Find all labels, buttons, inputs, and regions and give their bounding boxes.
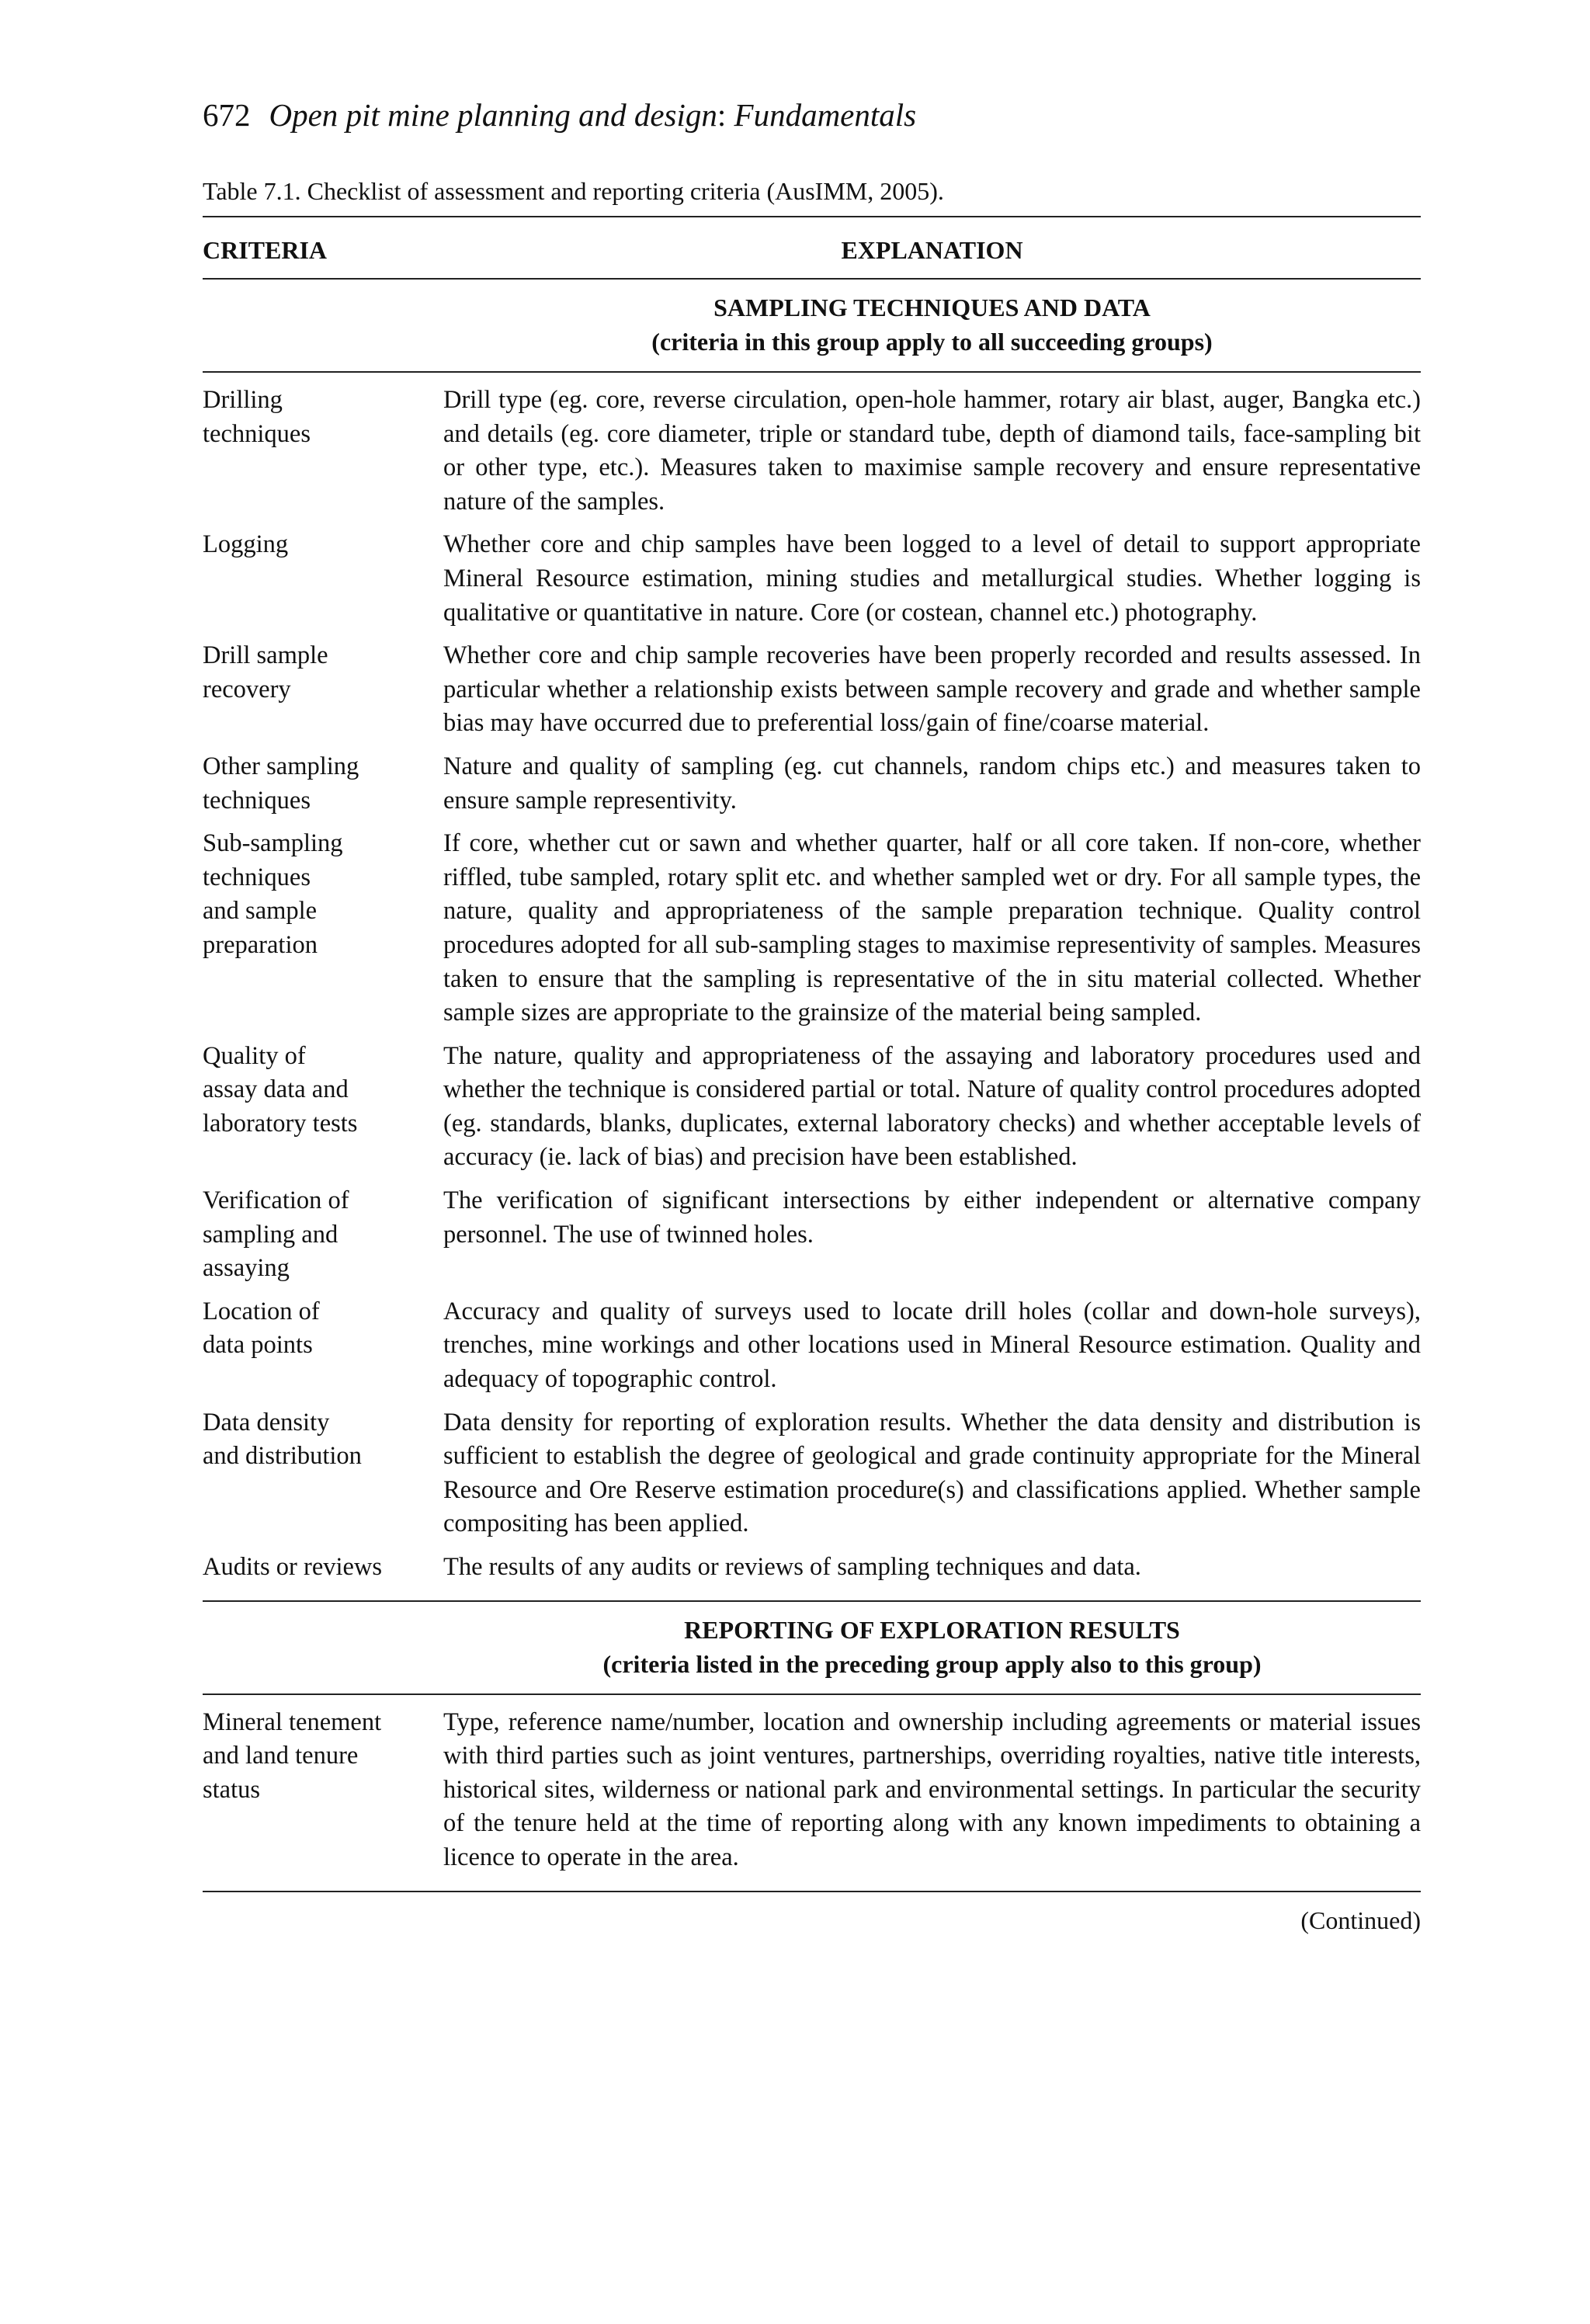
criteria-cell: Audits or reviews: [203, 1553, 383, 1581]
explanation-cell: Accuracy and quality of surveys used to locate drill holes (collar and down-hole surveys), trenches, mine workings and other locations used in Mineral Resource estimation. Quality and adequacy of topographic control.: [443, 1297, 1421, 1394]
explanation-cell: The results of any audits or reviews of sampling techniques and data.: [443, 1553, 1141, 1581]
criteria-cell: Sub-sampling techniques and sample preparation: [203, 829, 343, 959]
book-page: [203, 92, 1421, 1936]
criteria-cell: Verification of sampling and assaying: [203, 1186, 349, 1283]
continued-note: (Continued): [1300, 1905, 1421, 1934]
criteria-cell: Drill sample recovery: [203, 641, 328, 703]
table-row: [203, 1706, 1421, 1875]
criteria-column-header: CRITERIA: [203, 236, 328, 264]
section-rows: [203, 373, 1421, 1600]
section-title: SAMPLING TECHNIQUES AND DATA: [713, 294, 1151, 321]
table-row: [203, 750, 1421, 818]
section-end-rule: [203, 1891, 1421, 1892]
explanation-cell: The nature, quality and appropriateness of the assaying and laboratory procedures used and whether the technique is considered partial or total. Nature of quality control procedures adopted (eg. standards, blanks, duplicates, external laboratory checks) and whether acceptable levels of accuracy (ie. lack of bias) and precision have been established.: [443, 1041, 1421, 1172]
explanation-column-header: EXPLANATION: [841, 236, 1023, 264]
section-subtitle: (criteria in this group apply to all succeeding groups): [651, 328, 1213, 356]
explanation-cell: The verification of significant intersections by either independent or alternative company personnel. The use of twinned holes.: [443, 1186, 1421, 1249]
table-header-row: [203, 217, 1421, 278]
explanation-cell: Whether core and chip samples have been logged to a level of detail to support appropriate Mineral Resource estimation, mining studies and metallurgical studies. Whether logging is qualitative or quantitative in nature. Core (or costean, channel etc.) photography.: [443, 530, 1421, 627]
section-subtitle: (criteria listed in the preceding group apply also to this group): [602, 1649, 1262, 1678]
table-row: [203, 1406, 1421, 1541]
explanation-cell: Nature and quality of sampling (eg. cut channels, random chips etc.) and measures taken to ensure sample representivity.: [443, 752, 1421, 815]
explanation-cell: If core, whether cut or sawn and whether quarter, half or all core taken. If non-core, whether riffled, tube sampled, rotary split etc. and whether sampled wet or dry. For all sample types, the nature, quality and appropriateness of the sample preparation technique. Quality control procedures adopted for all sub-sampling stages to maximise representivity of samples. Measures taken to ensure that the sampling is representative of the in situ material collected. Whether sample sizes are appropriate to the grainsize of the material being sampled.: [443, 829, 1421, 1027]
section-heading: [203, 280, 1421, 371]
section-title: REPORTING OF EXPLORATION RESULTS: [684, 1615, 1180, 1644]
explanation-cell: Drill type (eg. core, reverse circulation, open-hole hammer, rotary air blast, auger, Bangka etc.) and details (eg. core diameter, triple or standard tube, depth of diamond tails, face-sampling bit or other type, etc.). Measures taken to maximise sample recovery and ensure representative nature of the samples.: [443, 386, 1421, 516]
criteria-cell: Data density and distribution: [203, 1408, 362, 1471]
criteria-cell: Quality of assay data and laboratory tests: [203, 1041, 358, 1138]
section-heading: [203, 1602, 1421, 1693]
table-row: [203, 639, 1421, 741]
criteria-cell: Location of data points: [203, 1297, 320, 1360]
running-head: [203, 92, 1421, 138]
table-row: [203, 528, 1421, 630]
table-row: [203, 1040, 1421, 1175]
table-row: [203, 1295, 1421, 1397]
table-caption: Table 7.1. Checklist of assessment and reporting criteria (AusIMM, 2005).: [203, 177, 944, 205]
table-body: [203, 280, 1421, 1892]
criteria-cell: Other sampling techniques: [203, 752, 359, 815]
table-row: [203, 1184, 1421, 1286]
explanation-cell: Whether core and chip sample recoveries have been properly recorded and results assessed. In particular whether a relationship exists between sample recovery and grade and whether sample bias may have occurred due to preferential loss/gain of fine/coarse material.: [443, 641, 1421, 738]
table-row: [203, 827, 1421, 1030]
running-title: Open pit mine planning and design: Fundamentals: [269, 97, 917, 133]
criteria-cell: Logging: [203, 530, 289, 559]
section-rows: [203, 1695, 1421, 1891]
page-number: 672: [203, 97, 251, 133]
criteria-cell: Drilling techniques: [203, 386, 311, 448]
table-row: [203, 384, 1421, 519]
criteria-cell: Mineral tenement and land tenure status: [203, 1707, 382, 1804]
explanation-cell: Type, reference name/number, location and ownership including agreements or material issues with third parties such as joint ventures, partnerships, overriding royalties, native title interests, historical sites, wilderness or national park and environmental settings. In particular the security of the tenure held at the time of reporting along with any known impediments to obtaining a licence to operate in the area.: [443, 1707, 1421, 1871]
explanation-cell: Data density for reporting of exploration results. Whether the data density and distribution is sufficient to establish the degree of geological and grade continuity appropriate for the Mineral Resource and Ore Reserve estimation procedure(s) and classifications applied. Whether sample compositing has been applied.: [443, 1408, 1421, 1538]
table-row: [203, 1551, 1421, 1585]
